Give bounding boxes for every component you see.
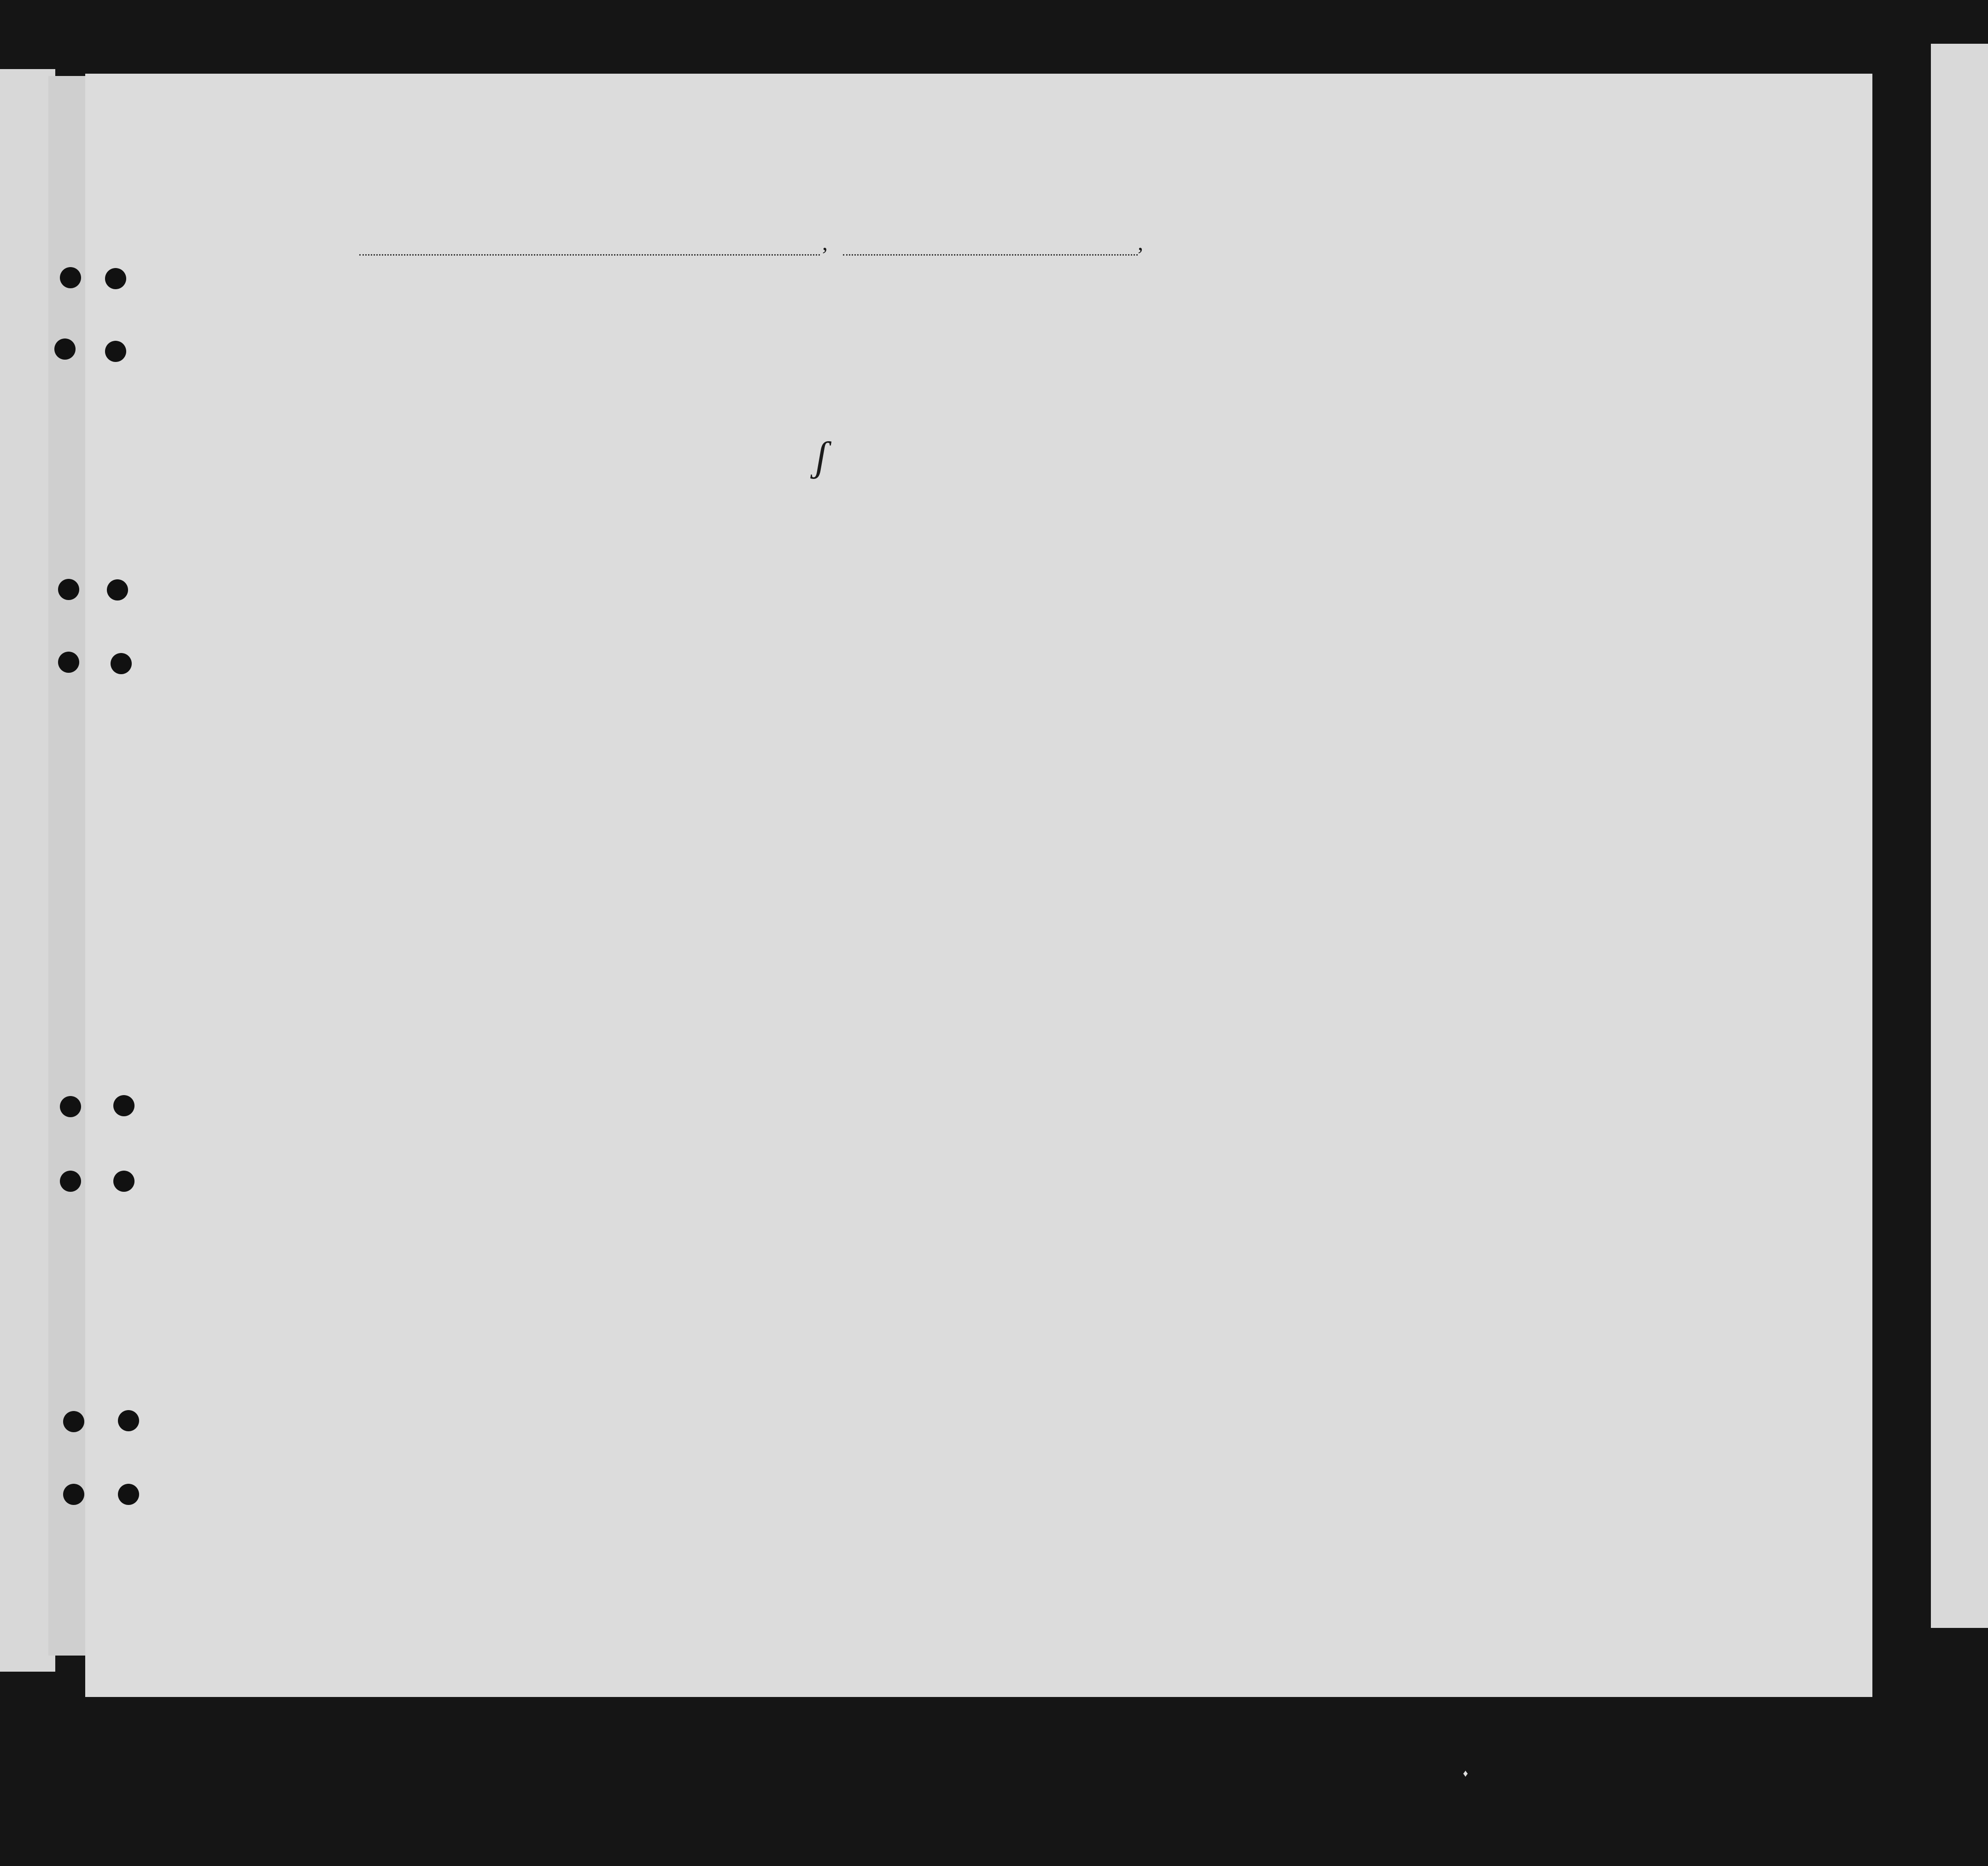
comma: , <box>1138 231 1143 255</box>
speck-mark: ♦ <box>1463 1767 1468 1779</box>
hand-mark-icon: ʃ <box>815 434 827 479</box>
comma: , <box>822 231 828 255</box>
